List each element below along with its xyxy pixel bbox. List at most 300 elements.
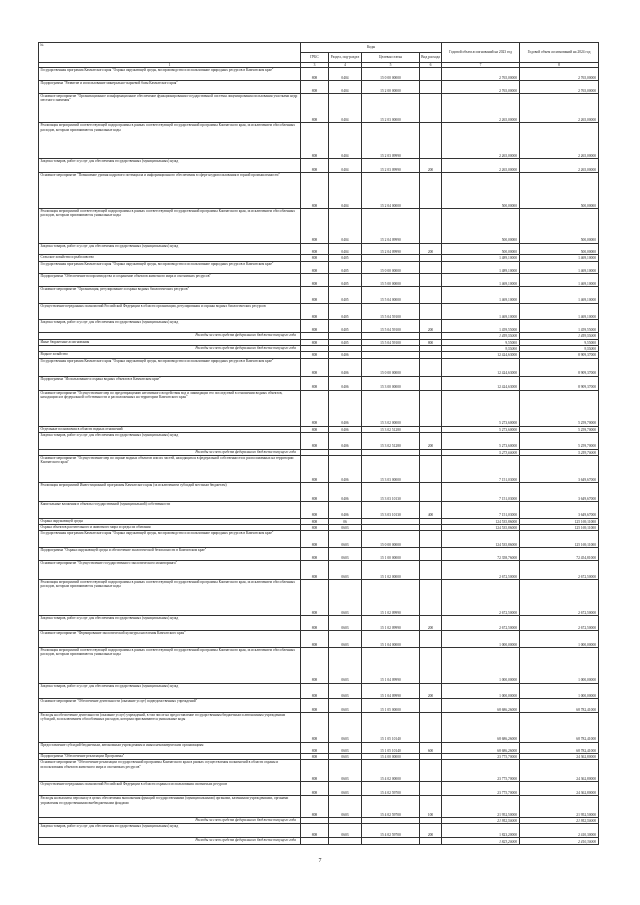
row-name: Расходы на выплаты персоналу в целях обеспечения выполнения функций государственными (муниципальными) органами, казенными учреждениями, органами управления государственными внебюджетными фондами bbox=[39, 796, 301, 818]
row-grbs: 808 bbox=[301, 548, 329, 561]
table-row bbox=[39, 560, 599, 579]
row-name: Иные бюджетные ассигнования bbox=[39, 339, 301, 345]
row-volume-2023: 1 469,10000 bbox=[442, 303, 520, 320]
row-name: Закупка товаров, работ и услуг для обеспечения государственных (муниципальных) нужд bbox=[39, 824, 301, 838]
row-grbs: 808 bbox=[301, 615, 329, 630]
header-volume-2024: Годовой объем ассигнований на 2024 год bbox=[520, 43, 599, 63]
row-volume-2023: 7 151,03000 bbox=[442, 455, 520, 482]
row-volume-2024: 1 469,10000 bbox=[520, 261, 599, 274]
row-volume-2023: 124 535,86000 bbox=[442, 531, 520, 548]
row-volume-2024: 5 259,70000 bbox=[520, 449, 599, 455]
budget-table bbox=[38, 42, 599, 845]
row-expense-type bbox=[420, 548, 442, 561]
row-volume-2023: 9,55000 bbox=[442, 339, 520, 345]
row-volume-2024: 1 459,55000 bbox=[520, 320, 599, 333]
row-expense-type bbox=[420, 274, 442, 287]
row-razdel: 0603 bbox=[329, 760, 362, 782]
row-name: Реализация мероприятий Инвестиционной программы Камчатского края (за исключением субсидий местным бюджетам) bbox=[39, 482, 301, 501]
row-volume-2024: 3 649,67000 bbox=[520, 482, 599, 501]
row-volume-2023: 5 273,60000 bbox=[442, 449, 520, 455]
row-razdel: 0406 bbox=[329, 502, 362, 519]
table-row bbox=[39, 699, 599, 713]
header-grbs: ГРБС bbox=[301, 53, 329, 63]
row-expense-type bbox=[420, 376, 442, 390]
row-expense-type bbox=[420, 261, 442, 274]
row-expense-type: 800 bbox=[420, 339, 442, 345]
row-expense-type: 200 bbox=[420, 159, 442, 173]
row-volume-2024: 3 649,67000 bbox=[520, 502, 599, 519]
row-target-article: 15 3 02 00000 bbox=[362, 390, 420, 426]
row-name: Закупка товаров, работ и услуг для обеспечения государственных (муниципальных) нужд bbox=[39, 243, 301, 255]
row-name: Реализация мероприятий соответствующей подпрограммы в рамках соответствующей государственной программы Камчатского края, за исключением обособленных расходов, которым присваиваются уникальные коды bbox=[39, 123, 301, 159]
row-target-article: 15 1 02 00000 bbox=[362, 560, 420, 579]
row-expense-type bbox=[420, 560, 442, 579]
row-volume-2023: 7 151,03000 bbox=[442, 502, 520, 519]
table-row bbox=[39, 68, 599, 81]
row-name: Основное мероприятие "Организация, регулирование и охрана водных биологических ресурсов" bbox=[39, 287, 301, 304]
row-target-article bbox=[362, 838, 420, 844]
row-volume-2024: 2 265,00000 bbox=[520, 93, 599, 122]
column-index-6: 7 bbox=[442, 63, 520, 68]
row-name: Государственная программа Камчатского края "Охрана окружающей среды, воспроизводство и использование природных ресурсов в Камчатском крае" bbox=[39, 261, 301, 274]
row-volume-2023: 23 775,70000 bbox=[442, 782, 520, 796]
row-expense-type bbox=[420, 287, 442, 304]
row-volume-2023: 5 273,60000 bbox=[442, 426, 520, 432]
row-name: Закупка товаров, работ и услуг для обеспечения государственных (муниципальных) нужд bbox=[39, 320, 301, 333]
row-volume-2024: 24 362,80000 bbox=[520, 782, 599, 796]
row-expense-type bbox=[420, 303, 442, 320]
row-razdel: 0603 bbox=[329, 631, 362, 648]
table-row bbox=[39, 796, 599, 818]
row-volume-2024: 500,00000 bbox=[520, 209, 599, 244]
row-name: Закупка товаров, работ и услуг для обеспечения государственных (муниципальных) нужд bbox=[39, 615, 301, 630]
row-volume-2024: 21 952,50000 bbox=[520, 796, 599, 818]
row-expense-type: 100 bbox=[420, 796, 442, 818]
table-row bbox=[39, 173, 599, 209]
row-name: Охрана объектов растительного и животного мира и среды их обитания bbox=[39, 525, 301, 531]
row-expense-type bbox=[420, 699, 442, 713]
row-name: Реализация мероприятий соответствующей подпрограммы в рамках соответствующей государственной программы Камчатского края, за исключением обособленных расходов, которым присваиваются уникальные коды bbox=[39, 209, 301, 244]
row-volume-2023: 1 823,20000 bbox=[442, 838, 520, 844]
row-name: Основное мероприятие "Осуществление государственного экологического мониторинга" bbox=[39, 560, 301, 579]
row-expense-type bbox=[420, 390, 442, 426]
row-name: Расходы за счет средств федерального бюджета текущего года bbox=[39, 818, 301, 824]
table-row bbox=[39, 274, 599, 287]
row-name: Закупка товаров, работ и услуг для обеспечения государственных (муниципальных) нужд bbox=[39, 159, 301, 173]
row-volume-2023: 124 535,86000 bbox=[442, 518, 520, 524]
row-target-article: 15 3 03 10130 bbox=[362, 502, 420, 519]
row-volume-2023: 7 151,03000 bbox=[442, 482, 520, 501]
row-target-article: 15 4 00 00000 bbox=[362, 754, 420, 760]
table-row bbox=[39, 482, 599, 501]
row-expense-type: 200 bbox=[420, 243, 442, 255]
row-grbs: 808 bbox=[301, 518, 329, 524]
row-volume-2024: 21 952,50000 bbox=[520, 818, 599, 824]
row-volume-2024: 125 169,11000 bbox=[520, 531, 599, 548]
row-expense-type bbox=[420, 838, 442, 844]
row-razdel: 0404 bbox=[329, 243, 362, 255]
row-volume-2024: 1 469,10000 bbox=[520, 255, 599, 261]
row-name: Государственная программа Камчатского края "Охрана окружающей среды, воспроизводство и использование природных ресурсов в Камчатском крае" bbox=[39, 531, 301, 548]
row-name: Основное мероприятие "Обеспечение деятельности (оказание услуг) подведомственных учреждений" bbox=[39, 699, 301, 713]
row-volume-2024: 2 672,50000 bbox=[520, 560, 599, 579]
table-row bbox=[39, 390, 599, 426]
row-target-article: 15 3 02 51280 bbox=[362, 432, 420, 449]
row-target-article: 15 4 02 59700 bbox=[362, 782, 420, 796]
row-razdel: 0406 bbox=[329, 455, 362, 482]
row-volume-2023: 1 823,20000 bbox=[442, 824, 520, 838]
row-volume-2023: 2 672,50000 bbox=[442, 580, 520, 616]
row-grbs: 808 bbox=[301, 173, 329, 209]
row-volume-2024: 1 469,10000 bbox=[520, 303, 599, 320]
row-razdel: 0603 bbox=[329, 531, 362, 548]
row-grbs: 808 bbox=[301, 631, 329, 648]
row-razdel: 0603 bbox=[329, 699, 362, 713]
row-target-article: 15 1 04 00000 bbox=[362, 631, 420, 648]
row-volume-2023: 1 459,55000 bbox=[442, 320, 520, 333]
row-name: Расходы за счет средств федерального бюджета текущего года bbox=[39, 333, 301, 339]
table-row bbox=[39, 159, 599, 173]
row-expense-type bbox=[420, 81, 442, 94]
row-name: Сельское хозяйство и рыболовство bbox=[39, 255, 301, 261]
row-grbs: 808 bbox=[301, 525, 329, 531]
row-grbs: 808 bbox=[301, 742, 329, 754]
row-target-article: 15 3 00 00000 bbox=[362, 376, 420, 390]
budget-rows bbox=[39, 68, 599, 845]
row-expense-type: 200 bbox=[420, 615, 442, 630]
row-grbs: 808 bbox=[301, 760, 329, 782]
row-grbs: 808 bbox=[301, 320, 329, 333]
row-grbs: 808 bbox=[301, 303, 329, 320]
row-target-article: 15 0 00 00000 bbox=[362, 531, 420, 548]
row-volume-2024: 500,00000 bbox=[520, 173, 599, 209]
row-target-article: 15 1 05 10140 bbox=[362, 742, 420, 754]
row-grbs: 808 bbox=[301, 647, 329, 683]
row-volume-2024: 2 410,30000 bbox=[520, 838, 599, 844]
header-number: № bbox=[39, 43, 301, 63]
row-volume-2023: 68 686,26000 bbox=[442, 699, 520, 713]
row-volume-2024: 68 782,41000 bbox=[520, 713, 599, 742]
row-grbs: 808 bbox=[301, 274, 329, 287]
row-target-article: 15 5 04 59100 bbox=[362, 320, 420, 333]
row-volume-2024: 8 909,37000 bbox=[520, 352, 599, 358]
row-grbs: 808 bbox=[301, 455, 329, 482]
table-row bbox=[39, 615, 599, 630]
row-volume-2024: 1 000,00000 bbox=[520, 647, 599, 683]
row-razdel: 0603 bbox=[329, 713, 362, 742]
row-grbs bbox=[301, 838, 329, 844]
row-expense-type: 200 bbox=[420, 824, 442, 838]
row-expense-type bbox=[420, 713, 442, 742]
table-row bbox=[39, 123, 599, 159]
table-row bbox=[39, 838, 599, 844]
row-grbs: 808 bbox=[301, 358, 329, 376]
row-razdel: 0603 bbox=[329, 782, 362, 796]
row-razdel bbox=[329, 838, 362, 844]
row-volume-2023: 21 952,50000 bbox=[442, 818, 520, 824]
row-target-article: 15 2 04 09990 bbox=[362, 243, 420, 255]
row-razdel: 0406 bbox=[329, 390, 362, 426]
table-row bbox=[39, 243, 599, 255]
row-volume-2024: 125 169,11000 bbox=[520, 525, 599, 531]
row-grbs: 808 bbox=[301, 376, 329, 390]
row-grbs: 808 bbox=[301, 209, 329, 244]
table-row bbox=[39, 647, 599, 683]
row-volume-2023: 2 265,00000 bbox=[442, 123, 520, 159]
row-volume-2024: 68 782,41000 bbox=[520, 742, 599, 754]
row-target-article: 15 1 00 00000 bbox=[362, 548, 420, 561]
row-razdel: 0406 bbox=[329, 426, 362, 432]
row-volume-2024: 1 469,10000 bbox=[520, 287, 599, 304]
row-razdel: 0603 bbox=[329, 548, 362, 561]
row-expense-type bbox=[420, 482, 442, 501]
row-name: Государственная программа Камчатского края "Охрана окружающей среды, воспроизводство и использование природных ресурсов в Камчатском крае" bbox=[39, 68, 301, 81]
row-grbs: 808 bbox=[301, 482, 329, 501]
row-grbs: 808 bbox=[301, 713, 329, 742]
row-volume-2024: 2 265,00000 bbox=[520, 123, 599, 159]
page-number: 7 bbox=[318, 858, 322, 864]
header-codes: Коды bbox=[301, 43, 442, 53]
row-target-article: 15 4 02 59700 bbox=[362, 824, 420, 838]
row-volume-2024: 1 000,00000 bbox=[520, 683, 599, 698]
row-volume-2023: 5 273,60000 bbox=[442, 432, 520, 449]
table-row bbox=[39, 713, 599, 742]
row-name: Предоставление субсидий бюджетным, автономным учреждениям и иным некоммерческим организациям bbox=[39, 742, 301, 754]
row-volume-2024: 5 259,70000 bbox=[520, 432, 599, 449]
row-name: Расходы на обеспечение деятельности (оказание услуг) учреждений, в том числе на предоставление государственным бюджетным и автономным учреждениям субсидий, за исключением обособленных расходов, которым присваиваются уникальные коды bbox=[39, 713, 301, 742]
row-expense-type: 600 bbox=[420, 742, 442, 754]
row-volume-2024: 9,55000 bbox=[520, 339, 599, 345]
row-target-article: 15 2 03 09990 bbox=[362, 123, 420, 159]
row-razdel: 0404 bbox=[329, 173, 362, 209]
row-grbs: 808 bbox=[301, 287, 329, 304]
table-row bbox=[39, 455, 599, 482]
row-razdel: 0406 bbox=[329, 376, 362, 390]
row-volume-2024: 2 765,00000 bbox=[520, 68, 599, 81]
row-name: Подпрограмма "Обеспечение воспроизводства и сохранение объектов животного мира и охотничьих ресурсов" bbox=[39, 274, 301, 287]
row-razdel: 0603 bbox=[329, 560, 362, 579]
row-name: Водное хозяйство bbox=[39, 352, 301, 358]
row-grbs: 808 bbox=[301, 123, 329, 159]
row-name: Подпрограмма "Развитие и использование минерально-сырьевой базы Камчатского края" bbox=[39, 81, 301, 94]
column-index-5: 6 bbox=[420, 63, 442, 68]
row-volume-2023: 72 358,76000 bbox=[442, 548, 520, 561]
row-grbs: 808 bbox=[301, 754, 329, 760]
row-target-article: 15 2 03 09990 bbox=[362, 159, 420, 173]
row-volume-2024: 8 909,37000 bbox=[520, 376, 599, 390]
row-target-article: 15 5 04 59100 bbox=[362, 303, 420, 320]
row-expense-type: 200 bbox=[420, 683, 442, 698]
table-row bbox=[39, 631, 599, 648]
row-volume-2024: 3 649,67000 bbox=[520, 455, 599, 482]
row-razdel: 0406 bbox=[329, 358, 362, 376]
row-volume-2024: 8 909,37000 bbox=[520, 358, 599, 376]
row-expense-type bbox=[420, 647, 442, 683]
row-grbs: 808 bbox=[301, 261, 329, 274]
row-expense-type bbox=[420, 358, 442, 376]
row-razdel: 0406 bbox=[329, 352, 362, 358]
table-row bbox=[39, 548, 599, 561]
row-razdel: 0603 bbox=[329, 796, 362, 818]
row-volume-2023: 5 273,60000 bbox=[442, 390, 520, 426]
row-name: Основное мероприятие "Осуществление мер по охране водных объектов или их частей, находящихся в федеральной собственности и расположенных на территории Камчатского края" bbox=[39, 455, 301, 482]
row-volume-2023: 1 469,10000 bbox=[442, 287, 520, 304]
row-volume-2023: 9,55000 bbox=[442, 345, 520, 351]
row-grbs: 808 bbox=[301, 432, 329, 449]
row-razdel: 0603 bbox=[329, 647, 362, 683]
row-volume-2024: 2 410,30000 bbox=[520, 824, 599, 838]
row-razdel: 0405 bbox=[329, 339, 362, 345]
row-name: Осуществление переданных полномочий Российской Федерации в области охраны и использования охотничьих ресурсов bbox=[39, 782, 301, 796]
row-volume-2024: 500,00000 bbox=[520, 243, 599, 255]
row-name: Основное мероприятие "Обеспечение реализации государственной программы Камчатского края в рамках осуществления полномочий в области охраны и использования объектов животного мира и охотничьих ресурсов" bbox=[39, 760, 301, 782]
row-expense-type bbox=[420, 760, 442, 782]
row-volume-2024: 1 469,10000 bbox=[520, 274, 599, 287]
row-target-article: 15 1 04 09990 bbox=[362, 683, 420, 698]
row-volume-2024: 1 459,55000 bbox=[520, 333, 599, 339]
row-volume-2023: 124 535,86000 bbox=[442, 525, 520, 531]
row-grbs: 808 bbox=[301, 93, 329, 122]
row-expense-type: 200 bbox=[420, 320, 442, 333]
row-razdel: 0406 bbox=[329, 482, 362, 501]
row-name: Закупка товаров, работ и услуг для обеспечения государственных (муниципальных) нужд bbox=[39, 432, 301, 449]
row-target-article: 15 5 04 00000 bbox=[362, 287, 420, 304]
table-row bbox=[39, 93, 599, 122]
row-volume-2023: 2 265,00000 bbox=[442, 159, 520, 173]
row-volume-2023: 1 489,10000 bbox=[442, 255, 520, 261]
row-name: Государственная программа Камчатского края "Охрана окружающей среды, воспроизводство и использование природных ресурсов в Камчатском крае" bbox=[39, 358, 301, 376]
row-razdel: 0603 bbox=[329, 742, 362, 754]
row-expense-type bbox=[420, 531, 442, 548]
row-name: Закупка товаров, работ и услуг для обеспечения государственных (муниципальных) нужд bbox=[39, 683, 301, 698]
row-target-article: 15 0 00 00000 bbox=[362, 358, 420, 376]
row-volume-2024: 68 782,41000 bbox=[520, 699, 599, 713]
row-name: Охрана окружающей среды bbox=[39, 518, 301, 524]
table-row bbox=[39, 287, 599, 304]
row-target-article: 15 1 05 00000 bbox=[362, 699, 420, 713]
row-target-article: 15 3 03 10130 bbox=[362, 482, 420, 501]
row-name: Расходы за счет средств федерального бюджета текущего года bbox=[39, 345, 301, 351]
row-volume-2024: 24 362,80000 bbox=[520, 754, 599, 760]
row-razdel: 0603 bbox=[329, 615, 362, 630]
row-volume-2023: 23 775,70000 bbox=[442, 754, 520, 760]
row-razdel: 0405 bbox=[329, 261, 362, 274]
row-expense-type bbox=[420, 123, 442, 159]
row-volume-2023: 2 265,00000 bbox=[442, 93, 520, 122]
table-row bbox=[39, 742, 599, 754]
row-name: Основное мероприятие "Повышение уровня кадрового потенциала и информационного обеспечения в сфере недропользования в горной промышленности" bbox=[39, 173, 301, 209]
table-row bbox=[39, 531, 599, 548]
row-target-article: 15 1 05 10140 bbox=[362, 713, 420, 742]
row-razdel: 0404 bbox=[329, 159, 362, 173]
row-expense-type bbox=[420, 580, 442, 616]
row-volume-2023: 12 424,63000 bbox=[442, 352, 520, 358]
row-target-article: 15 2 03 00000 bbox=[362, 93, 420, 122]
row-grbs: 808 bbox=[301, 824, 329, 838]
row-volume-2023: 12 424,63000 bbox=[442, 358, 520, 376]
row-grbs: 808 bbox=[301, 159, 329, 173]
row-expense-type bbox=[420, 68, 442, 81]
row-grbs: 808 bbox=[301, 699, 329, 713]
row-razdel: 0404 bbox=[329, 68, 362, 81]
row-name: Подпрограмма "Использование и охрана водных объектов в Камчатском крае" bbox=[39, 376, 301, 390]
table-row bbox=[39, 320, 599, 333]
row-volume-2023: 1 000,00000 bbox=[442, 631, 520, 648]
table-row bbox=[39, 502, 599, 519]
row-name: Подпрограмма "Обеспечение реализации Программы" bbox=[39, 754, 301, 760]
row-name: Расходы за счет средств федерального бюджета текущего года bbox=[39, 838, 301, 844]
row-volume-2023: 23 775,70000 bbox=[442, 760, 520, 782]
row-expense-type bbox=[420, 173, 442, 209]
row-volume-2024: 125 169,11000 bbox=[520, 518, 599, 524]
row-name: Реализация мероприятий соответствующей подпрограммы в рамках соответствующей государственной программы Камчатского края, за исключением обособленных расходов, которым присваиваются уникальные коды bbox=[39, 647, 301, 683]
row-volume-2024: 1 000,00000 bbox=[520, 631, 599, 648]
row-grbs: 808 bbox=[301, 426, 329, 432]
row-target-article: 15 2 04 00000 bbox=[362, 173, 420, 209]
row-razdel: 0405 bbox=[329, 255, 362, 261]
row-expense-type bbox=[420, 782, 442, 796]
row-name: Расходы за счет средств федерального бюджета текущего года bbox=[39, 449, 301, 455]
row-volume-2023: 68 686,26000 bbox=[442, 713, 520, 742]
row-target-article: 15 3 03 00000 bbox=[362, 455, 420, 482]
row-target-article: 15 4 02 59700 bbox=[362, 796, 420, 818]
row-name: Капитальные вложения в объекты государственной (муниципальной) собственности bbox=[39, 502, 301, 519]
table-row bbox=[39, 580, 599, 616]
row-volume-2023: 21 952,50000 bbox=[442, 796, 520, 818]
header-razdel: Раздел, под-раздел bbox=[329, 53, 362, 63]
column-index-7: 8 bbox=[520, 63, 599, 68]
row-razdel: 0405 bbox=[329, 287, 362, 304]
column-index-3: 4 bbox=[329, 63, 362, 68]
row-name: Подпрограмма "Охрана окружающей среды и обеспечение экологической безопасности в Камчатском крае" bbox=[39, 548, 301, 561]
row-volume-2024: 5 259,70000 bbox=[520, 426, 599, 432]
row-grbs: 808 bbox=[301, 580, 329, 616]
row-razdel: 06 bbox=[329, 518, 362, 524]
header-expense-type: Вид расхода bbox=[420, 53, 442, 63]
row-target-article: 15 2 04 09990 bbox=[362, 209, 420, 244]
row-grbs: 808 bbox=[301, 531, 329, 548]
table-row bbox=[39, 303, 599, 320]
row-volume-2024: 2 765,00000 bbox=[520, 81, 599, 94]
row-name: Отдельные полномочия в области водных отношений bbox=[39, 426, 301, 432]
row-grbs: 808 bbox=[301, 81, 329, 94]
row-grbs: 808 bbox=[301, 352, 329, 358]
row-name: Основное мероприятие "Организационное и информационное обеспечение функционирования государственной системы лицензирования пользования участками недр местного значения" bbox=[39, 93, 301, 122]
row-razdel: 0405 bbox=[329, 320, 362, 333]
row-grbs: 808 bbox=[301, 502, 329, 519]
row-razdel: 0603 bbox=[329, 525, 362, 531]
row-volume-2024: 24 362,80000 bbox=[520, 760, 599, 782]
row-grbs: 808 bbox=[301, 683, 329, 698]
row-grbs: 808 bbox=[301, 243, 329, 255]
row-volume-2023: 500,00000 bbox=[442, 173, 520, 209]
table-row bbox=[39, 261, 599, 274]
row-razdel: 0404 bbox=[329, 93, 362, 122]
row-volume-2024: 5 259,70000 bbox=[520, 390, 599, 426]
row-volume-2023: 1 459,55000 bbox=[442, 333, 520, 339]
row-target-article: 15 0 00 00000 bbox=[362, 261, 420, 274]
row-expense-type bbox=[420, 93, 442, 122]
row-grbs: 808 bbox=[301, 339, 329, 345]
row-volume-2023: 1 489,10000 bbox=[442, 261, 520, 274]
row-volume-2023: 12 424,63000 bbox=[442, 376, 520, 390]
row-target-article: 15 0 00 00000 bbox=[362, 68, 420, 81]
row-volume-2023: 500,00000 bbox=[442, 243, 520, 255]
row-volume-2023: 68 686,26000 bbox=[442, 742, 520, 754]
row-volume-2024: 2 672,50000 bbox=[520, 580, 599, 616]
row-razdel: 0405 bbox=[329, 274, 362, 287]
row-target-article: 15 1 04 09990 bbox=[362, 647, 420, 683]
